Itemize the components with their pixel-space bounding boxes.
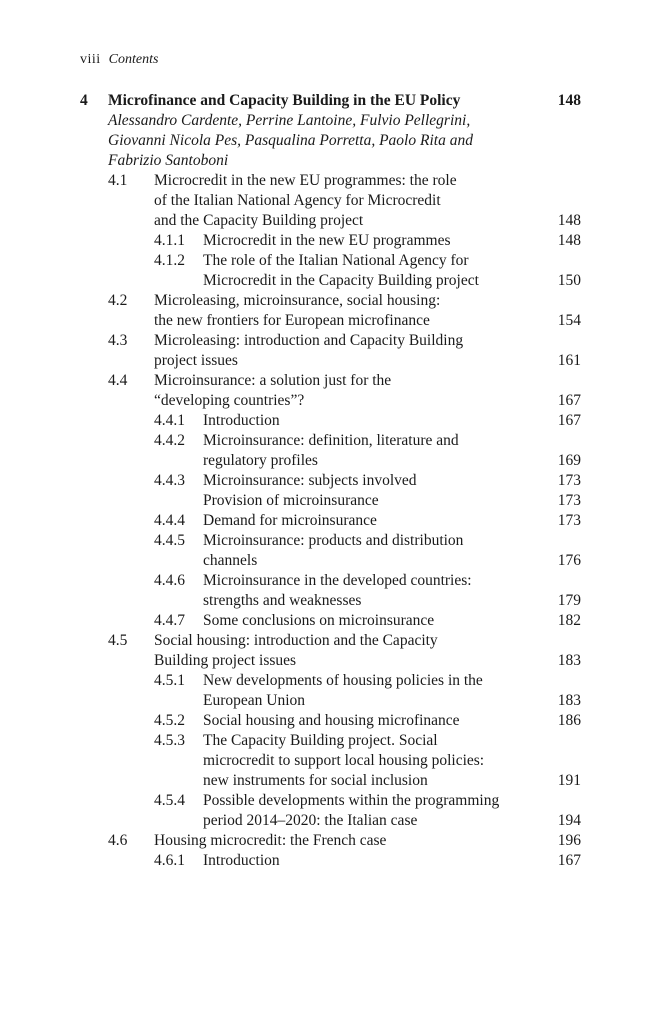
toc-page-number: 167 <box>557 852 581 869</box>
toc-entry-title: Introduction <box>203 852 280 869</box>
toc-entry-title: Provision of microinsurance <box>203 492 379 509</box>
toc-subsection-number: 4.1.1 <box>154 232 185 249</box>
toc-entry-title: Housing microcredit: the French case <box>154 832 387 849</box>
toc-subsection-number: 4.4.1 <box>154 412 185 429</box>
toc-entry-title: New developments of housing policies in the <box>203 672 483 689</box>
toc-subsection-number: 4.5.4 <box>154 792 185 809</box>
toc-entry-title: Microcredit in the new EU programmes: the role <box>154 172 457 189</box>
toc-section-number: 4.5 <box>108 632 128 649</box>
toc-entry-title: Microleasing, microinsurance, social housing: <box>154 292 441 309</box>
toc-page-number: 148 <box>557 212 581 229</box>
toc-entry-title: Social housing and housing microfinance <box>203 712 460 729</box>
chapter-page-number: 148 <box>557 92 581 109</box>
toc-page-number: 173 <box>557 512 581 529</box>
toc-entry-title: Social housing: introduction and the Capacity <box>154 632 438 649</box>
toc-page-number: 179 <box>557 592 581 609</box>
toc-entry-title: European Union <box>203 692 306 709</box>
page-folio: viii <box>80 52 101 67</box>
toc-entry-title: “developing countries”? <box>154 392 305 409</box>
toc-section-number: 4.2 <box>108 292 128 309</box>
toc-entry-title: strengths and weaknesses <box>203 592 362 609</box>
toc-subsection-number: 4.4.2 <box>154 432 185 449</box>
running-head <box>80 51 158 69</box>
toc-page-number: 183 <box>557 652 581 669</box>
toc-subsection-number: 4.4.5 <box>154 532 185 549</box>
toc-page-number: 186 <box>557 712 581 729</box>
toc-page-number: 169 <box>557 452 581 469</box>
chapter-authors-line: Giovanni Nicola Pes, Pasqualina Porretta, Paolo Rita and <box>108 132 473 149</box>
toc-entry-title: Microinsurance in the developed countries: <box>203 572 472 589</box>
toc-subsection-number: 4.5.1 <box>154 672 185 689</box>
toc-subsection-number: 4.4.4 <box>154 512 185 529</box>
toc-entry-title: Possible developments within the programming <box>203 792 500 809</box>
toc-entry-title: Microinsurance: subjects involved <box>203 472 417 489</box>
toc-entry-title: Microinsurance: definition, literature and <box>203 432 459 449</box>
toc-entry-title: Demand for microinsurance <box>203 512 377 529</box>
toc-entry-title: Microinsurance: a solution just for the <box>154 372 392 389</box>
toc-entry-title: The role of the Italian National Agency for <box>203 252 469 269</box>
chapter-authors-line: Alessandro Cardente, Perrine Lantoine, Fulvio Pellegrini, <box>108 112 471 129</box>
toc-entry-title: Microinsurance: products and distribution <box>203 532 464 549</box>
toc-page-number: 183 <box>557 692 581 709</box>
toc-subsection-number: 4.4.3 <box>154 472 185 489</box>
toc-entry-title: The Capacity Building project. Social <box>203 732 438 749</box>
toc-entry-title: microcredit to support local housing policies: <box>203 752 485 769</box>
running-head-section: Contents <box>108 52 159 67</box>
toc-entry-title: Microleasing: introduction and Capacity Building <box>154 332 464 349</box>
chapter-number: 4 <box>80 92 88 109</box>
toc-entry-title: Building project issues <box>154 652 297 669</box>
toc-entry-title: project issues <box>154 352 238 369</box>
toc-subsection-number: 4.6.1 <box>154 852 185 869</box>
toc-entry-title: Introduction <box>203 412 280 429</box>
toc-page-number: 154 <box>557 312 581 329</box>
toc-page-number: 176 <box>557 552 581 569</box>
chapter-title: Microfinance and Capacity Building in the EU Policy <box>108 92 461 109</box>
toc-entry-title: channels <box>203 552 258 569</box>
toc-subsection-number: 4.4.7 <box>154 612 185 629</box>
toc-subsection-number: 4.5.2 <box>154 712 185 729</box>
toc-entry-title: Microcredit in the new EU programmes <box>203 232 451 249</box>
toc-entry-title: regulatory profiles <box>203 452 318 469</box>
toc-entry-title: new instruments for social inclusion <box>203 772 428 789</box>
toc-page-number: 173 <box>557 472 581 489</box>
toc-entry-title: the new frontiers for European microfinance <box>154 312 430 329</box>
toc-entry-title: Microcredit in the Capacity Building project <box>203 272 479 289</box>
toc-page-number: 167 <box>557 392 581 409</box>
toc-entry-title: Some conclusions on microinsurance <box>203 612 435 629</box>
toc-page-number: 148 <box>557 232 581 249</box>
toc-subsection-number: 4.5.3 <box>154 732 185 749</box>
toc-entry-title: and the Capacity Building project <box>154 212 364 229</box>
chapter-authors-line: Fabrizio Santoboni <box>108 152 229 169</box>
toc-page-number: 196 <box>557 832 581 849</box>
toc-page-number: 150 <box>557 272 581 289</box>
toc-subsection-number: 4.1.2 <box>154 252 185 269</box>
toc-entry-title: period 2014–2020: the Italian case <box>203 812 418 829</box>
toc-page-number: 191 <box>557 772 581 789</box>
toc-section-number: 4.4 <box>108 372 128 389</box>
toc-section-number: 4.1 <box>108 172 128 189</box>
toc-subsection-number: 4.4.6 <box>154 572 185 589</box>
toc-section-number: 4.6 <box>108 832 128 849</box>
toc-page-number: 194 <box>557 812 581 829</box>
toc-section-number: 4.3 <box>108 332 128 349</box>
toc-page-number: 182 <box>557 612 581 629</box>
toc-page-number: 167 <box>557 412 581 429</box>
toc-page-number: 161 <box>557 352 581 369</box>
toc-page-number: 173 <box>557 492 581 509</box>
toc-entry-title: of the Italian National Agency for Microcredit <box>154 192 441 209</box>
